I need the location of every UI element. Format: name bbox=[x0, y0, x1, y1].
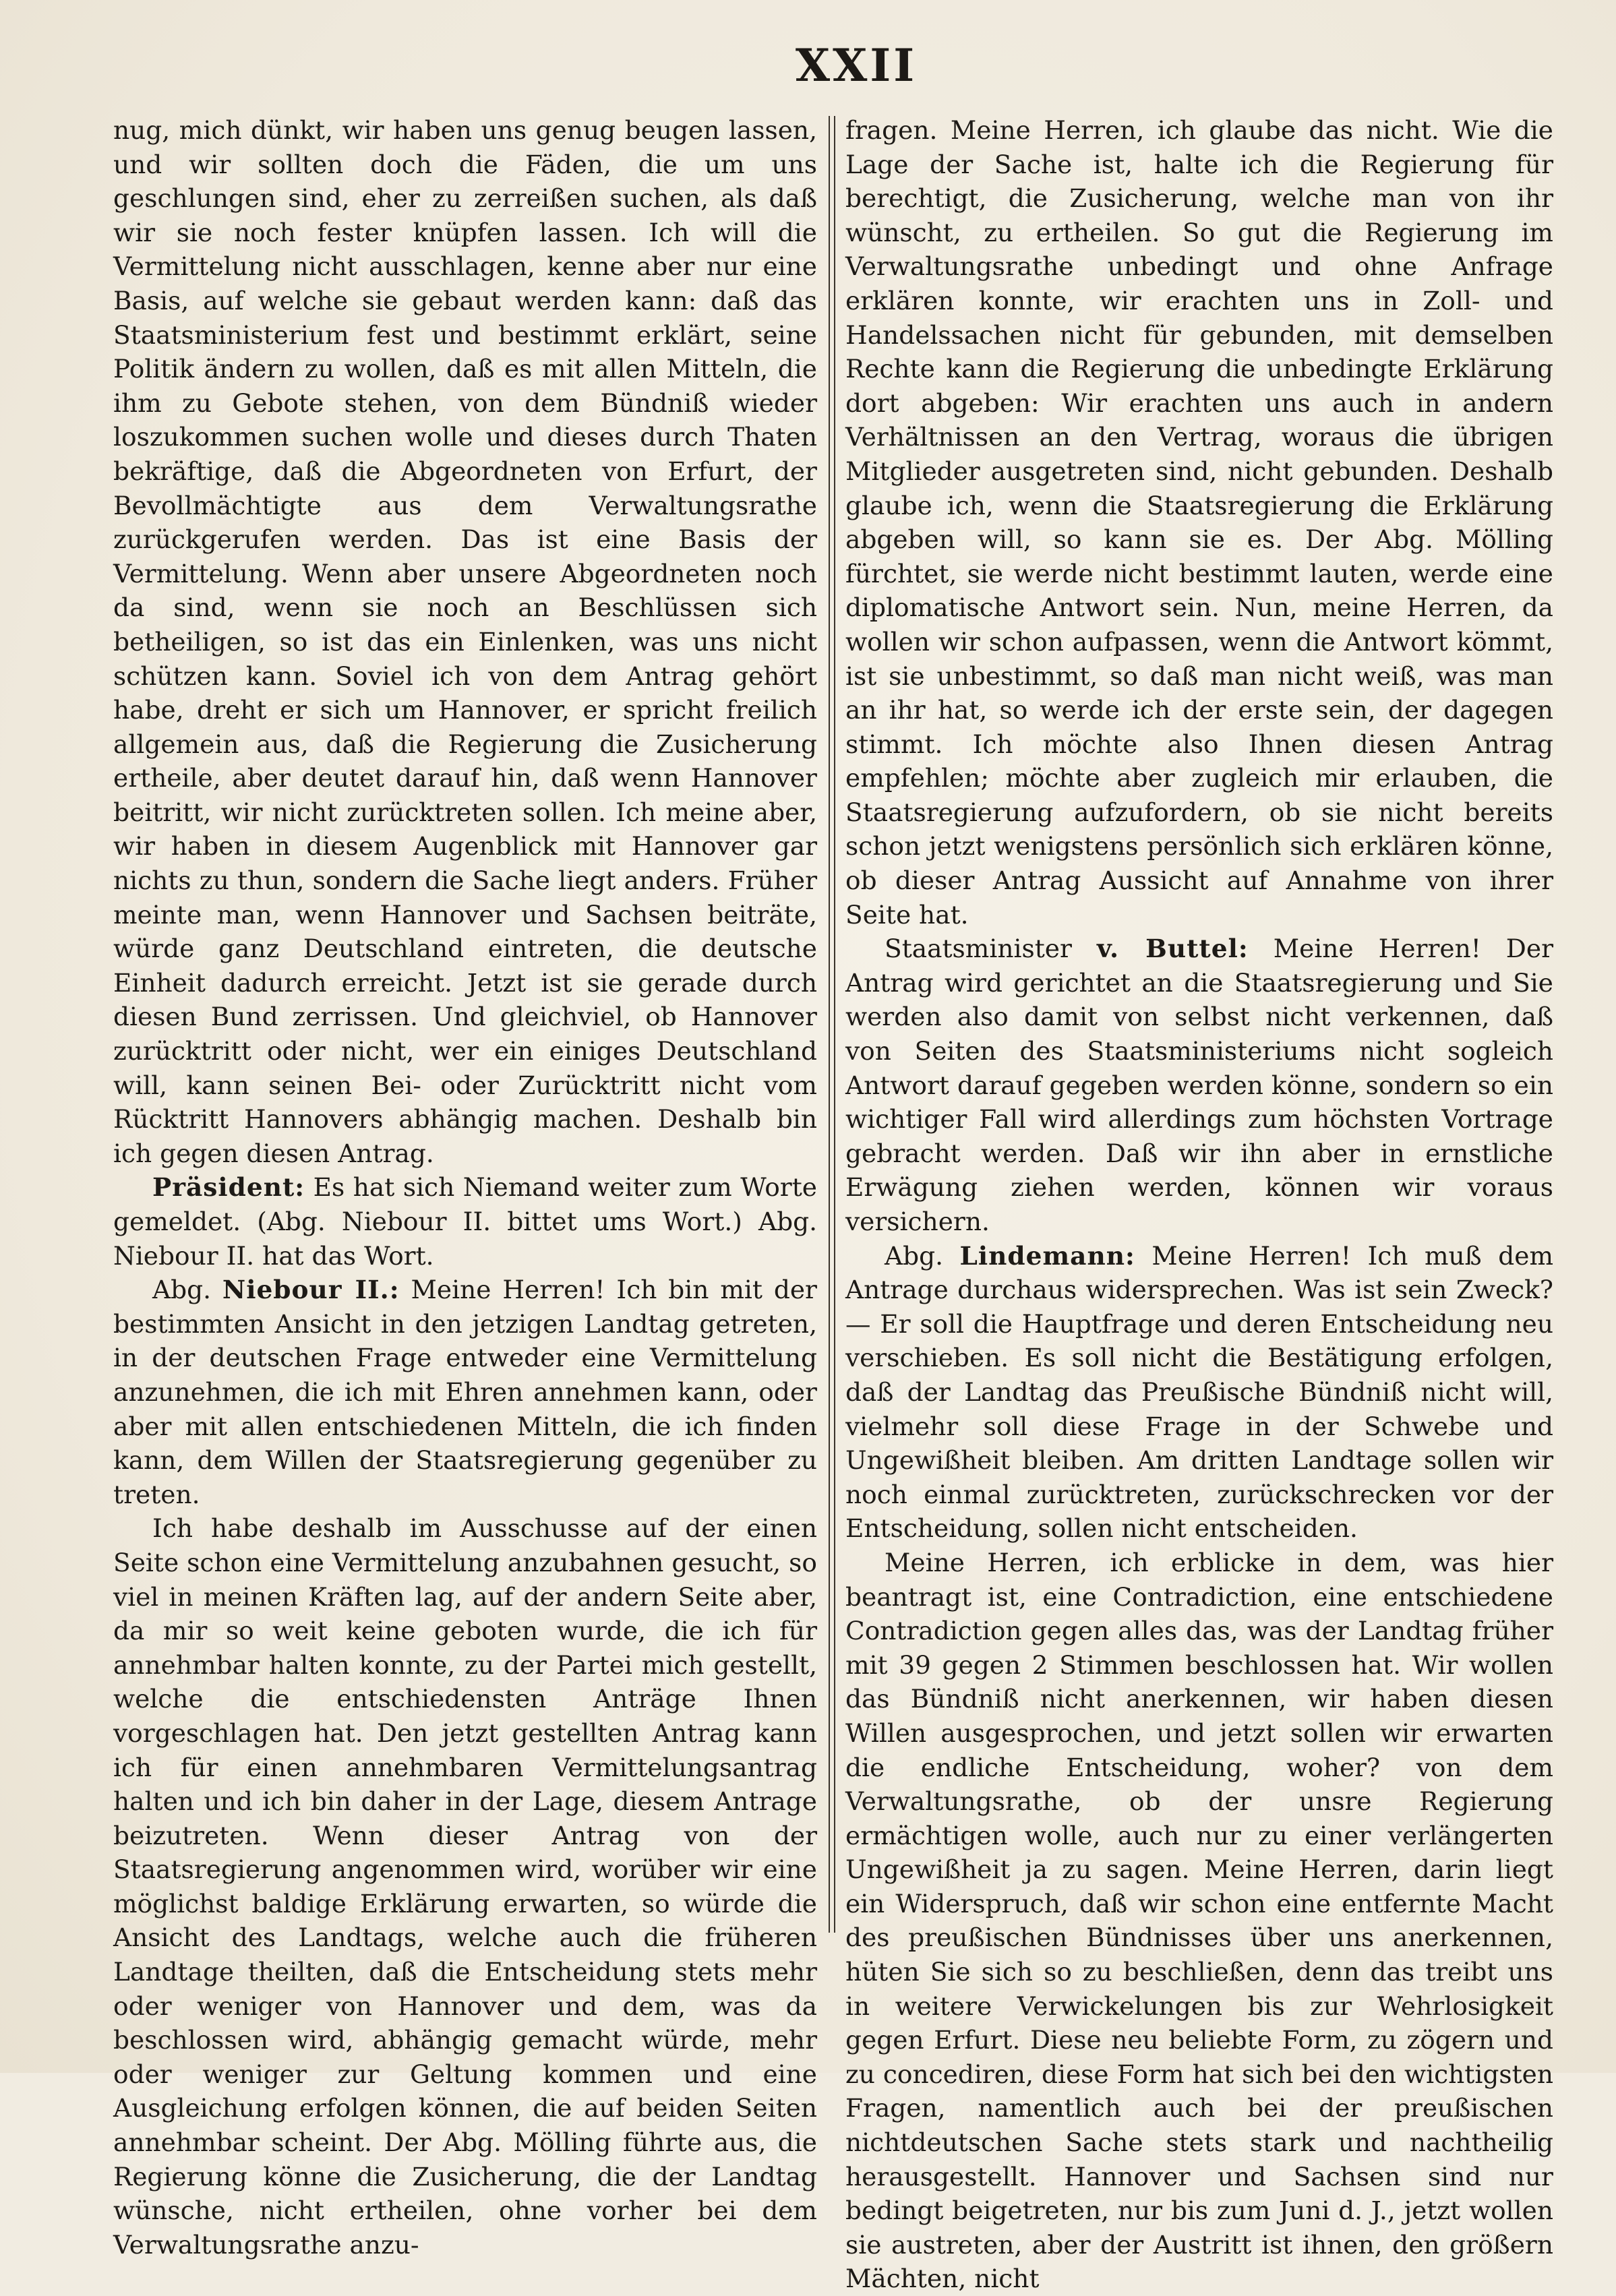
speaker-prefix: Abg. bbox=[152, 1275, 222, 1305]
paragraph-text: Meine Herren! Der Antrag wird gerichtet an die Staatsregierung und Sie werden also damit von selbst nicht verkennen, daß von Seiten des Staatsministeriums nicht sogleich Antwort darauf gegeben werden könne, sondern so ein wichtiger Fall wird allerdings zum höchsten Vortrage gebracht werden. Daß wir ihn aber in ernstliche Erwägung ziehen werden, können wir voraus versichern. bbox=[845, 934, 1553, 1236]
left-column bbox=[113, 113, 817, 2260]
paragraph bbox=[845, 932, 1553, 1238]
speaker-name: Präsident: bbox=[152, 1172, 305, 1203]
paragraph-text: nug, mich dünkt, wir haben uns genug beugen lassen, und wir sollten doch die Fäden, die um uns geschlungen sind, eher zu zerreißen suchen, als daß wir sie noch fester knüpfen lassen. Ich will die Vermittelung nicht ausschlagen, kenne aber nur eine Basis, auf welche sie gebaut werden kann: daß das Staatsministerium fest und bestimmt erklärt, seine Politik ändern zu wollen, daß es mit allen Mitteln, die ihm zu Gebote stehen, von dem Bündniß wieder loszukommen suchen wolle und dieses durch Thaten bekräftige, daß die Abgeordneten von Erfurt, der Bevollmächtigte aus dem Verwaltungsrathe zurückgerufen werden. Das ist eine Basis der Vermittelung. Wenn aber unsere Abgeordneten noch da sind, wenn sie noch an Beschlüssen sich betheiligen, so ist das ein Einlenken, was uns nicht schützen kann. Soviel ich von dem Antrag gehört habe, dreht er sich um Hannover, er spricht freilich allgemein aus, daß die Regierung die Zusicherung ertheile, aber deutet darauf hin, daß wenn Hannover beitritt, wir nicht zurücktreten sollen. Ich meine aber, wir haben in diesem Augenblick mit Hannover gar nichts zu thun, sondern die Sache liegt anders. Früher meinte man, wenn Hannover und Sachsen beiträte, würde ganz Deutschland eintreten, die deutsche Einheit dadurch erreicht. Jetzt ist sie gerade durch diesen Bund zerrissen. Und gleichviel, ob Hannover zurücktritt oder nicht, wer ein einiges Deutschland will, kann seinen Bei- oder Zurücktritt nicht vom Rücktritt Hannovers abhängig machen. Deshalb bin ich gegen diesen Antrag. bbox=[113, 115, 817, 1168]
paragraph bbox=[845, 1546, 1553, 2296]
paragraph-text: fragen. Meine Herren, ich glaube das nicht. Wie die Lage der Sache ist, halte ich die Regierung für berechtigt, die Zusicherung, welche man von ihr wünscht, zu ertheilen. So gut die Regierung im Verwaltungsrathe unbedingt und ohne Anfrage erklären konnte, wir erachten uns in Zoll- und Handelssachen nicht für gebunden, mit demselben Rechte kann die Regierung die unbedingte Erklärung dort abgeben: Wir erachten uns auch in andern Verhältnissen an den Vertrag, woraus die übrigen Mitglieder ausgetreten sind, nicht gebunden. Deshalb glaube ich, wenn die Staatsregierung die Erklärung abgeben will, so kann sie es. Der Abg. Mölling fürchtet, sie werde nicht bestimmt lauten, werde eine diplomatische Antwort sein. Nun, meine Herren, da wollen wir schon aufpassen, wenn die Antwort kömmt, ist sie unbestimmt, so daß man nicht weiß, was man an ihr hat, so werde ich der erste sein, der dagegen stimmt. Ich möchte also Ihnen diesen Antrag empfehlen; möchte aber zugleich mir erlauben, die Staatsregierung aufzufordern, ob sie nicht bereits schon jetzt wenigstens persönlich sich erklären könne, ob dieser Antrag Aussicht auf Annahme von ihrer Seite hat. bbox=[845, 115, 1553, 930]
paragraph bbox=[845, 113, 1553, 932]
paragraph-text: Meine Herren! Ich bin mit der bestimmten Ansicht in den jetzigen Landtag getreten, in der deutschen Frage entweder eine Vermittelung anzunehmen, die ich mit Ehren annehmen kann, oder aber mit allen entschiedenen Mitteln, die ich finden kann, dem Willen der Staatsregierung gegenüber zu treten. bbox=[113, 1275, 817, 1509]
paragraph bbox=[113, 1273, 817, 1511]
paragraph bbox=[113, 113, 817, 1170]
paragraph bbox=[845, 1239, 1553, 1546]
page-number: XXII bbox=[795, 39, 918, 92]
speaker-prefix: Staatsminister bbox=[885, 934, 1097, 964]
right-column bbox=[845, 113, 1553, 2294]
paragraph bbox=[113, 1511, 817, 2262]
paragraph-text: Meine Herren, ich erblicke in dem, was hier beantragt ist, eine Contradiction, eine entschiedene Contradiction gegen alles das, was der Landtag früher mit 39 gegen 2 Stimmen beschlossen hat. Wir wollen das Bündniß nicht anerkennen, wir haben diesen Willen ausgesprochen, und jetzt sollen wir erwarten die endliche Entscheidung, woher? von dem Verwaltungsrathe, ob der unsre Regierung ermächtigen wolle, auch nur zu einer verlängerten Ungewißheit ja zu sagen. Meine Herren, darin liegt ein Widerspruch, daß wir schon eine entfernte Macht des preußischen Bündnisses über uns anerkennen, hüten Sie sich so zu beschließen, denn das treibt uns in weitere Verwickelungen bis zur Wehrlosigkeit gegen Erfurt. Diese neu beliebte Form, zu zögern und zu concediren, diese Form hat sich bei den wichtigsten Fragen, namentlich auch bei der preußischen nichtdeutschen Sache stets stark und nachtheilig herausgestellt. Hannover und Sachsen sind nur bedingt beigetreten, nur bis zum Juni d. J., jetzt wollen sie austreten, aber der Austritt ist ihnen, den größern Mächten, nicht bbox=[845, 1547, 1553, 2294]
paragraph-text: Ich habe deshalb im Ausschusse auf der einen Seite schon eine Vermittelung anzubahnen gesucht, so viel in meinen Kräften lag, auf der andern Seite aber, da mir so weit keine geboten wurde, die ich für annehmbar halten konnte, zu der Partei mich gestellt, welche die entschiedensten Anträge Ihnen vorgeschlagen hat. Den jetzt gestellten Antrag kann ich für einen annehmbaren Vermittelungsantrag halten und ich bin daher in der Lage, diesem Antrage beizutreten. Wenn dieser Antrag von der Staatsregierung angenommen wird, worüber wir eine möglichst baldige Erklärung erwarten, so würde die Ansicht des Landtags, welche auch die früheren Landtage theilten, daß die Entscheidung stets mehr oder weniger von Hannover und dem, was da beschlossen wird, abhängig gemacht würde, mehr oder weniger zur Geltung kommen und eine Ausgleichung erfolgen können, die auf beiden Seiten annehmbar scheint. Der Abg. Mölling führte aus, die Regierung könne die Zusicherung, die der Landtag wünsche, nicht ertheilen, ohne vorher bei dem Verwaltungsrathe anzu- bbox=[113, 1513, 817, 2260]
paragraph bbox=[113, 1170, 817, 1273]
speaker-name: Niebour II.: bbox=[222, 1275, 400, 1305]
speaker-prefix: Abg. bbox=[885, 1240, 960, 1271]
paragraph-text: Meine Herren! Ich muß dem Antrage durchaus widersprechen. Was ist sein Zweck? — Er soll die Hauptfrage und deren Entscheidung neu verschieben. Es soll nicht die Bestätigung erfolgen, daß der Landtag das Preußische Bündniß nicht will, vielmehr soll diese Frage in der Schwebe und Ungewißheit bleiben. Am dritten Landtage sollen wir noch einmal zurücktreten, zurückschrecken vor der Entscheidung, sollen nicht entscheiden. bbox=[845, 1240, 1553, 1544]
speaker-name: v. Buttel: bbox=[1096, 934, 1249, 964]
speaker-name: Lindemann: bbox=[959, 1240, 1135, 1271]
paragraph-text: Es hat sich Niemand weiter zum Worte gemeldet. (Abg. Niebour II. bittet ums Wort.) Abg. Niebour II. hat das Wort. bbox=[113, 1172, 817, 1271]
column-divider bbox=[829, 116, 835, 1933]
